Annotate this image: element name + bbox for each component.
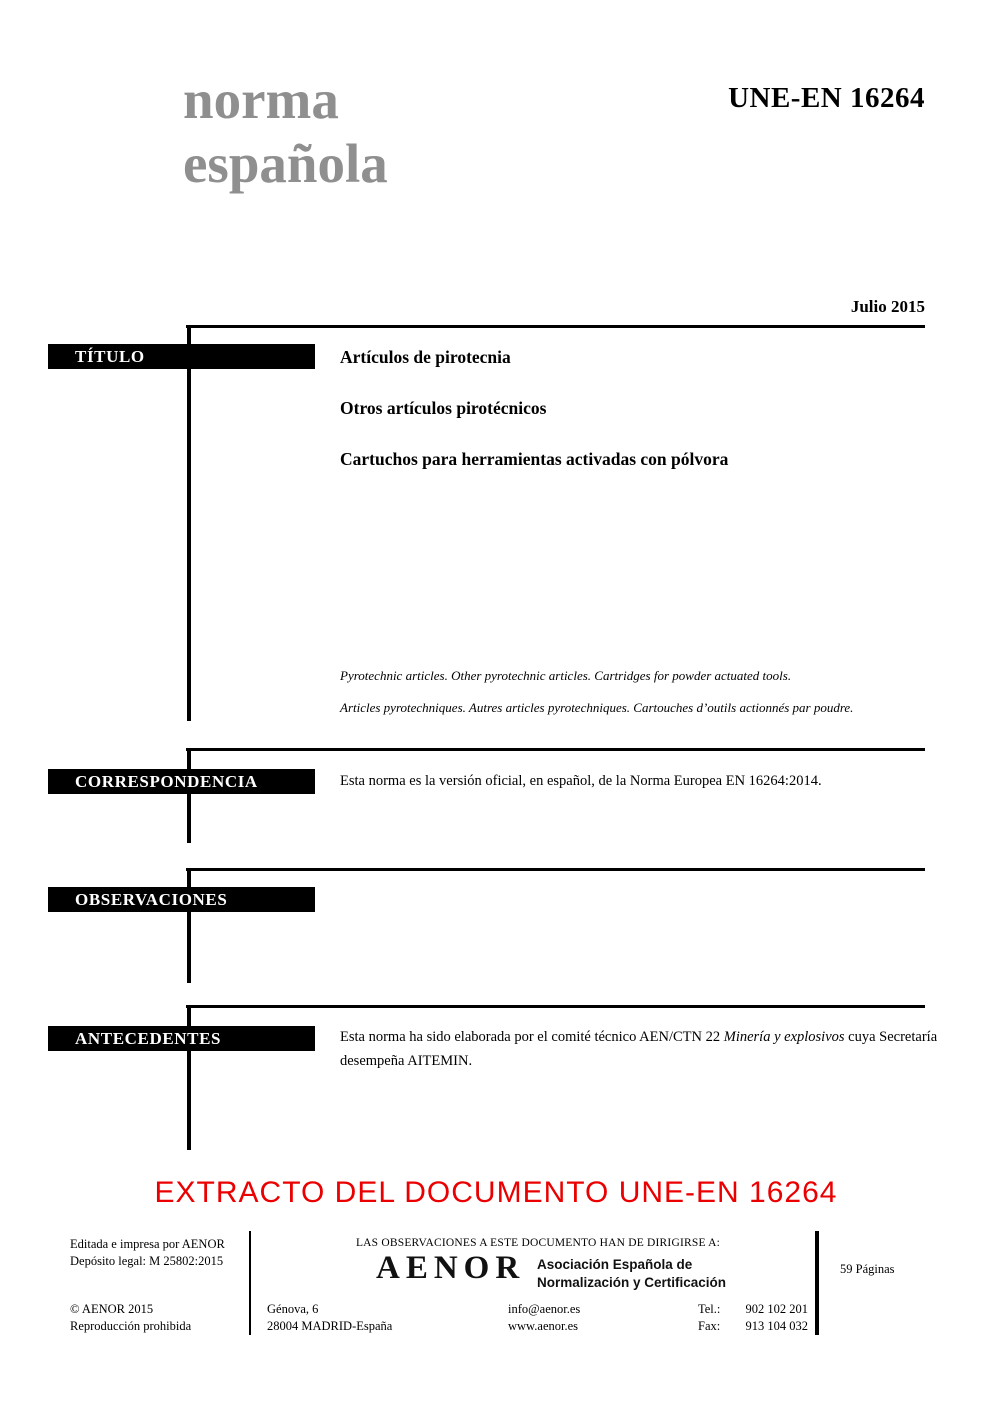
- antecedentes-text-before: Esta norma ha sido elaborada por el comité técnico AEN/CTN 22: [340, 1029, 724, 1045]
- footer-contact-web-block: [508, 1301, 580, 1335]
- antecedentes-text: [340, 1026, 940, 1073]
- aenor-logo: AENOR: [376, 1250, 526, 1286]
- observaciones-vertical-rule: [187, 868, 191, 983]
- title-line-3: Cartuchos para herramientas activadas con pólvora: [340, 449, 729, 469]
- correspondencia-label: CORRESPONDENCIA: [75, 771, 258, 791]
- footer-copyright-line: © AENOR 2015: [70, 1302, 154, 1316]
- footer-copyright-block: [70, 1301, 191, 1335]
- footer-page-count: 59 Páginas: [840, 1262, 895, 1276]
- aenor-subtitle-line-1: Asociación Española de: [537, 1257, 693, 1272]
- document-number: UNE-EN 16264: [728, 82, 925, 114]
- logo-line-2: española: [183, 133, 388, 194]
- aenor-subtitle: [537, 1256, 726, 1291]
- correspondencia-vertical-rule: [187, 748, 191, 843]
- title-translation-english: Pyrotechnic articles. Other pyrotechnic articles. Cartridges for powder actuated tools.: [340, 668, 792, 683]
- titulo-top-rule: [186, 325, 925, 328]
- titulo-label: TÍTULO: [75, 346, 145, 366]
- logo-line-1: norma: [183, 69, 339, 130]
- antecedentes-label: ANTECEDENTES: [75, 1028, 222, 1048]
- footer-tel-value: 902 102 201: [745, 1302, 808, 1316]
- footer-address-block: [267, 1301, 392, 1335]
- footer-left-divider: [249, 1231, 251, 1335]
- titulo-vertical-rule: [187, 325, 191, 721]
- antecedentes-text-after: cuya Secretaría desempeña AITEMIN.: [340, 1029, 938, 1069]
- footer-reproduction-line: Reproducción prohibida: [70, 1319, 192, 1333]
- footer-deposit-line: Depósito legal: M 25802:2015: [70, 1254, 224, 1268]
- footer-tel-label: Tel.:: [698, 1302, 721, 1316]
- observaciones-top-rule: [186, 868, 925, 871]
- footer-edited-block: [70, 1236, 225, 1270]
- footer-email: info@aenor.es: [508, 1302, 581, 1316]
- title-line-2: Otros artículos pirotécnicos: [340, 398, 547, 418]
- titulo-label-bar: [48, 344, 315, 369]
- aenor-subtitle-line-2: Normalización y Certificación: [537, 1274, 727, 1290]
- footer-observations-note: LAS OBSERVACIONES A ESTE DOCUMENTO HAN DE DIRIGIRSE A:: [355, 1237, 721, 1249]
- antecedentes-text-committee: Minería y explosivos: [723, 1029, 845, 1045]
- correspondencia-text: Esta norma es la versión oficial, en español, de la Norma Europea EN 16264:2014.: [340, 773, 822, 789]
- norma-espanola-logo: [183, 68, 388, 196]
- correspondencia-top-rule: [186, 748, 925, 751]
- title-translation-french: Articles pyrotechniques. Autres articles pyrotechniques. Cartouches d’outils actionnés par poudre.: [340, 700, 854, 715]
- observaciones-label: OBSERVACIONES: [75, 889, 228, 909]
- footer-fax-label: Fax:: [698, 1319, 721, 1333]
- footer-edited-line: Editada e impresa por AENOR: [70, 1237, 225, 1251]
- footer-fax-row: [698, 1318, 808, 1335]
- antecedentes-label-bar: [48, 1026, 315, 1051]
- issue-date: Julio 2015: [850, 297, 925, 316]
- footer-phone-row: [698, 1301, 808, 1318]
- footer-fax-value: 913 104 032: [745, 1319, 808, 1333]
- footer-address-city: 28004 MADRID-España: [267, 1319, 393, 1333]
- footer-phone-block: [698, 1301, 808, 1335]
- observaciones-label-bar: [48, 887, 315, 912]
- title-line-1: Artículos de pirotecnia: [340, 347, 511, 367]
- extracto-banner: EXTRACTO DEL DOCUMENTO UNE-EN 16264: [154, 1176, 838, 1209]
- footer-website: www.aenor.es: [508, 1319, 579, 1333]
- antecedentes-top-rule: [186, 1005, 925, 1008]
- correspondencia-label-bar: [48, 769, 315, 794]
- footer-address-street: Génova, 6: [267, 1302, 319, 1316]
